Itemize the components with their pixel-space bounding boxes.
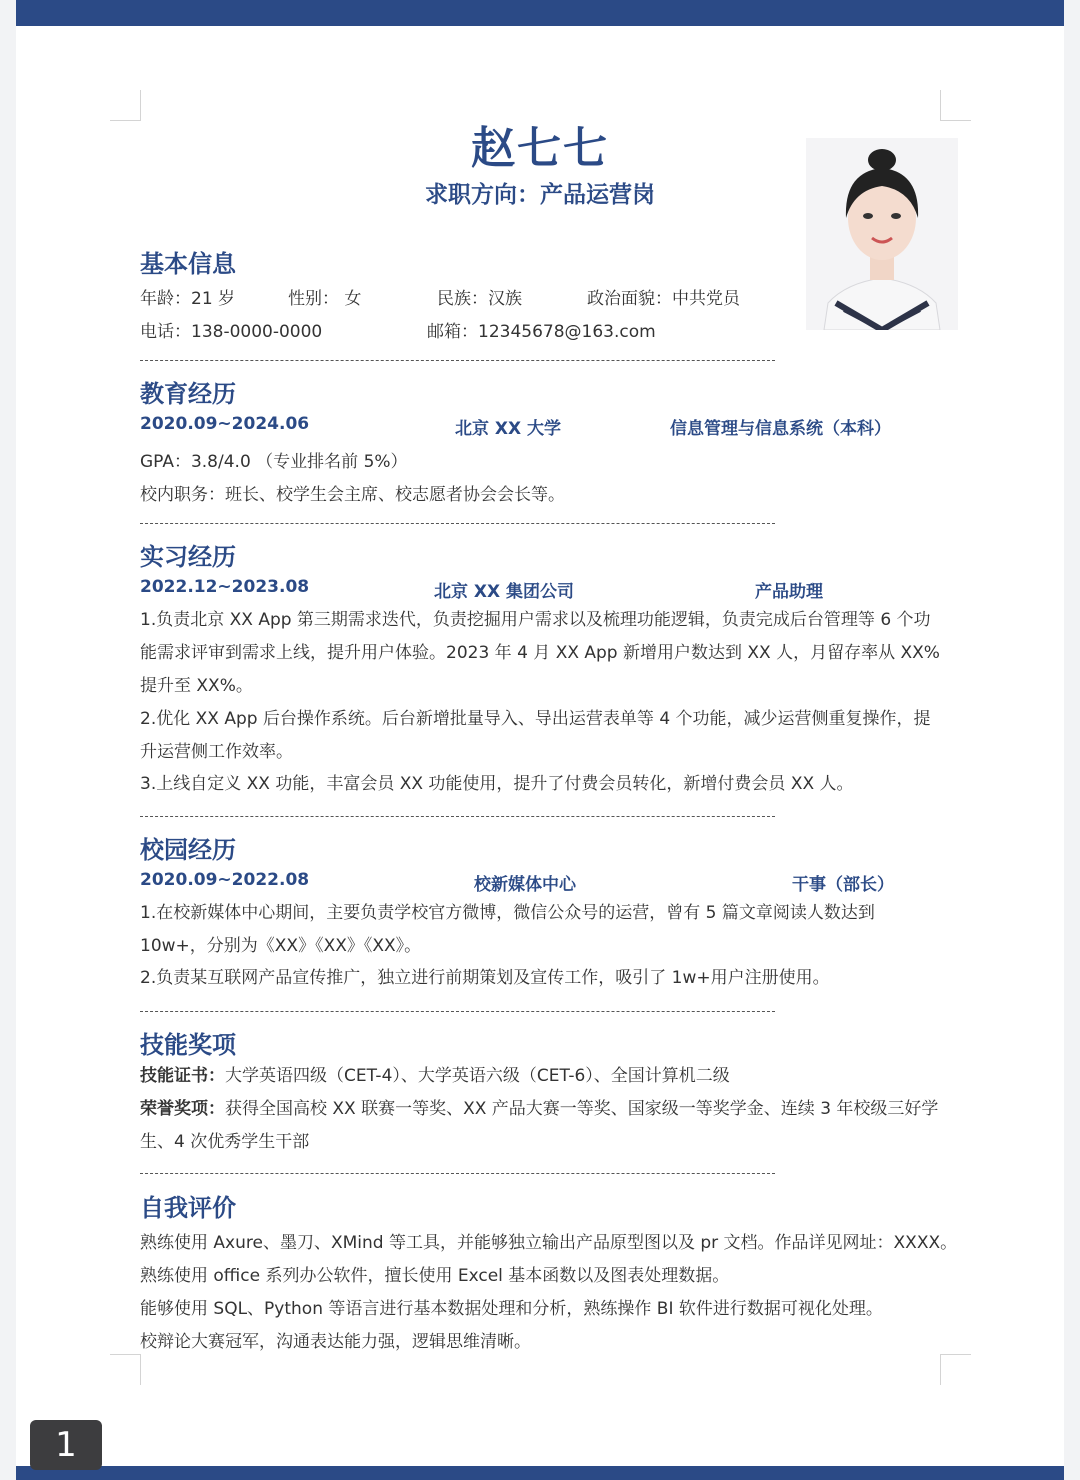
basic-political: 政治面貌：中共党员: [587, 289, 740, 309]
internship-item-3: 3.上线自定义 XX 功能，丰富会员 XX 功能使用，提升了付费会员转化，新增付费会员 XX 人。: [140, 774, 854, 794]
section-divider: [140, 1173, 775, 1174]
portrait-illustration: [806, 138, 958, 330]
skills-certificates: [140, 1060, 940, 1093]
campus-org: 校新媒体中心: [474, 875, 576, 895]
profile-photo: [806, 138, 958, 330]
self-evaluation-line-2: 熟练使用 office 系列办公软件，擅长使用 Excel 基本函数以及图表处理数据。: [140, 1266, 730, 1286]
internship-item-1: 1.负责北京 XX App 第三期需求迭代，负责挖掘用户需求以及梳理功能逻辑，负责完成后台管理等 6 个功能需求评审到需求上线，提升用户体验。2023 年 4 月 XX App 新增用户数达到 XX 人，月留存率从 XX% 提升至 XX%。: [140, 610, 940, 696]
section-divider: [140, 816, 775, 817]
basic-email: 邮箱：12345678@163.com: [427, 322, 656, 342]
top-accent-bar: [16, 0, 1064, 26]
self-evaluation-line-4: 校辩论大赛冠军，沟通表达能力强，逻辑思维清晰。: [140, 1332, 531, 1352]
campus-period: 2020.09~2022.08: [140, 870, 310, 890]
skills-honors: [140, 1093, 940, 1159]
section-heading-internship: 实习经历: [140, 543, 236, 571]
basic-age: 年龄：21 岁: [140, 289, 236, 309]
page-number-badge: 1: [30, 1420, 102, 1470]
education-major: 信息管理与信息系统（本科）: [670, 419, 891, 439]
internship-position: 产品助理: [755, 582, 823, 602]
campus-position: 干事（部长）: [792, 875, 894, 895]
self-evaluation-line-1: 熟练使用 Axure、墨刀、XMind 等工具，并能够独立输出产品原型图以及 pr 文档。作品详见网址：XXXX。: [140, 1233, 958, 1253]
education-period: 2020.09~2024.06: [140, 414, 310, 434]
section-divider: [140, 523, 775, 524]
section-divider: [140, 1011, 775, 1012]
campus-item-2: 2.负责某互联网产品宣传推广，独立进行前期策划及宣传工作，吸引了 1w+用户注册使用。: [140, 968, 830, 988]
education-school: 北京 XX 大学: [455, 419, 562, 439]
skills-honor-text: 获得全国高校 XX 联赛一等奖、XX 产品大赛一等奖、国家级一等奖学金、连续 3 年校级三好学生、4 次优秀学生干部: [140, 1099, 939, 1152]
campus-item-1: 1.在校新媒体中心期间，主要负责学校官方微博，微信公众号的运营，曾有 5 篇文章阅读人数达到 10w+，分别为《XX》《XX》《XX》。: [140, 903, 875, 956]
education-roles: 校内职务：班长、校学生会主席、校志愿者协会会长等。: [140, 485, 565, 505]
section-heading-education: 教育经历: [140, 380, 236, 408]
section-heading-self-evaluation: 自我评价: [140, 1194, 236, 1222]
section-heading-campus: 校园经历: [140, 836, 236, 864]
internship-item-2: 2.优化 XX App 后台操作系统。后台新增批量导入、导出运营表单等 4 个功能，减少运营侧重复操作，提升运营侧工作效率。: [140, 709, 931, 762]
internship-period: 2022.12~2023.08: [140, 577, 310, 597]
skills-cert-label: 技能证书：: [140, 1066, 225, 1086]
section-divider: [140, 360, 775, 361]
basic-gender: 性别： 女: [288, 289, 362, 309]
job-objective: 求职方向：产品运营岗: [425, 182, 655, 208]
corner-mark-bottom-left: [110, 1354, 141, 1385]
section-heading-basic-info: 基本信息: [140, 250, 236, 278]
education-gpa: GPA：3.8/4.0 （专业排名前 5%）: [140, 452, 408, 472]
bottom-accent-bar: [16, 1466, 1064, 1480]
candidate-name: 赵七七: [471, 123, 609, 174]
corner-mark-bottom-right: [940, 1354, 971, 1385]
self-evaluation-line-3: 能够使用 SQL、Python 等语言进行基本数据处理和分析，熟练操作 BI 软件进行数据可视化处理。: [140, 1299, 883, 1319]
basic-ethnicity: 民族：汉族: [437, 289, 522, 309]
internship-company: 北京 XX 集团公司: [434, 582, 575, 602]
skills-honor-label: 荣誉奖项：: [140, 1099, 225, 1119]
skills-cert-text: 大学英语四级（CET-4）、大学英语六级（CET-6）、全国计算机二级: [225, 1066, 730, 1086]
section-heading-skills: 技能奖项: [140, 1031, 236, 1059]
basic-phone: 电话：138-0000-0000: [140, 322, 323, 342]
